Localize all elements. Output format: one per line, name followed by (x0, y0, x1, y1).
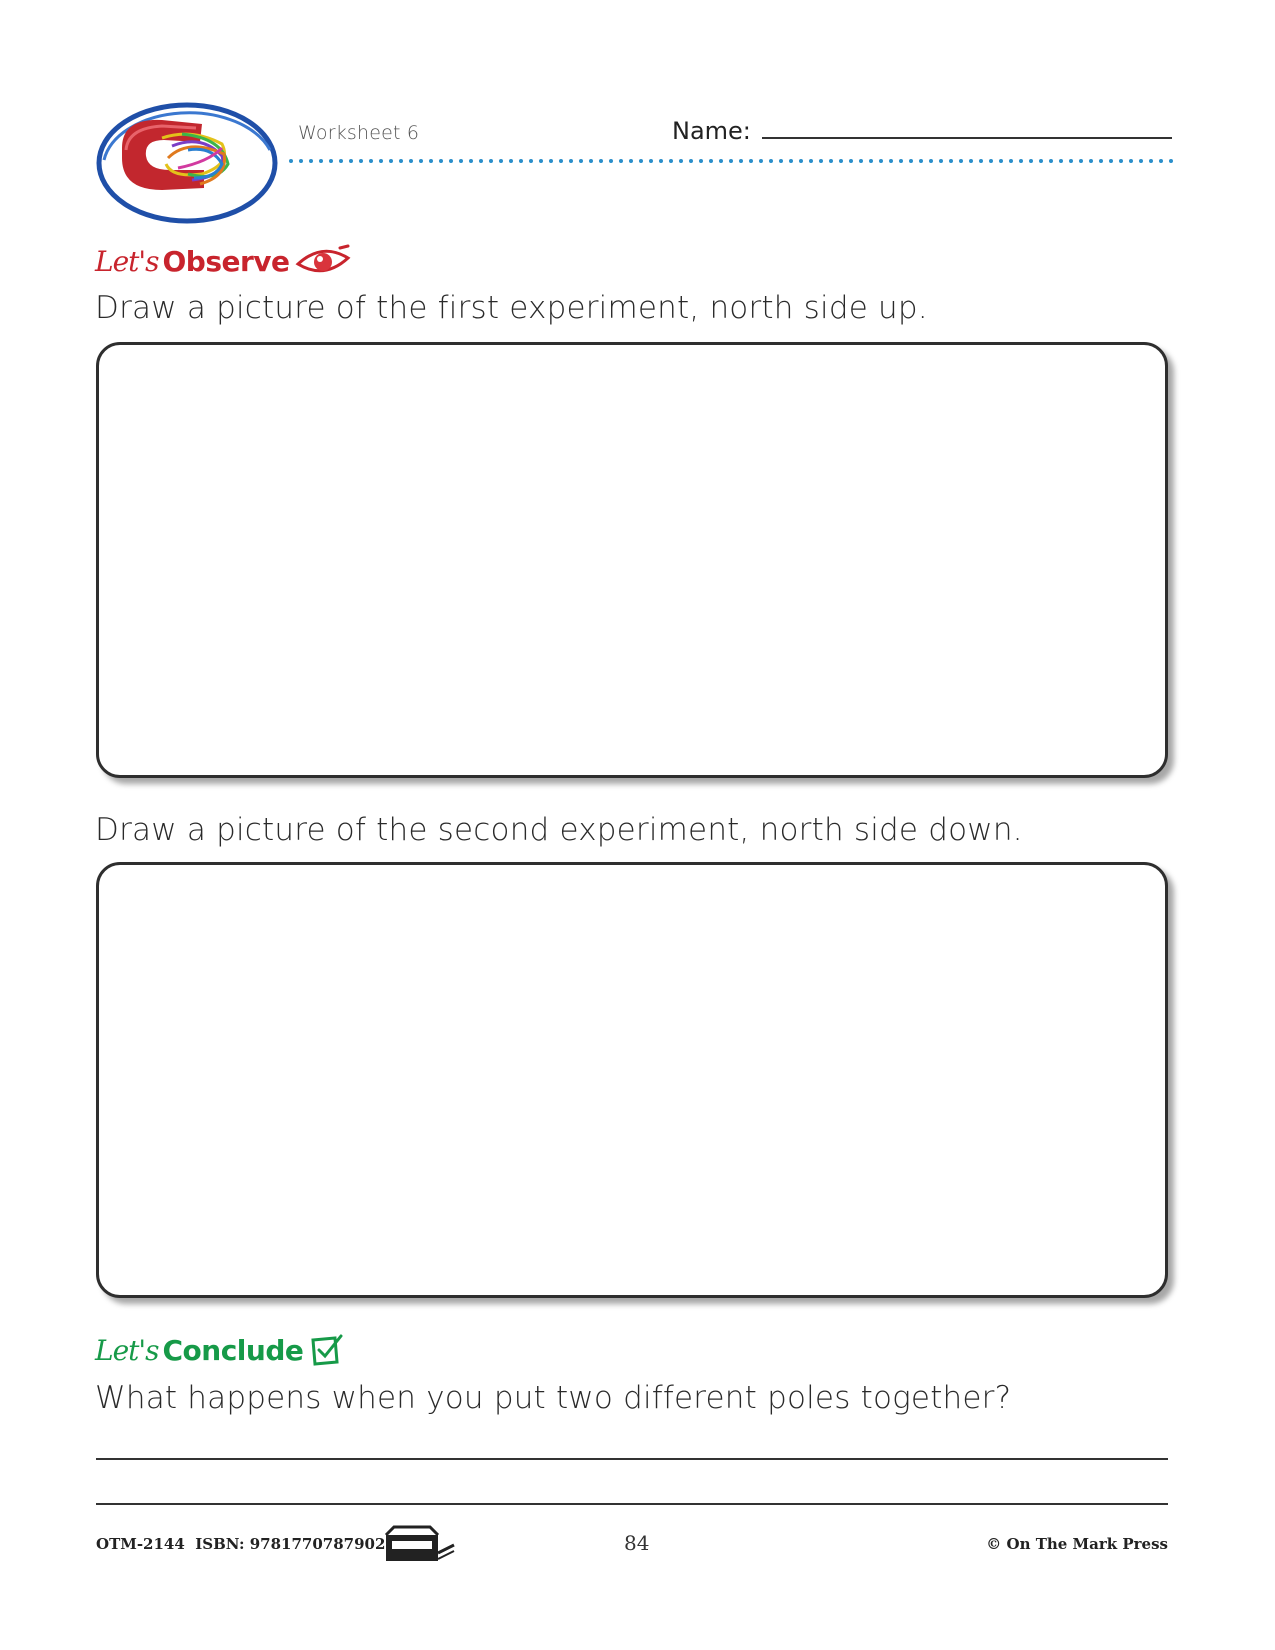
eye-icon (294, 244, 352, 278)
conclude-question: What happens when you put two different poles together? (95, 1380, 1012, 1416)
name-input-line[interactable] (762, 137, 1172, 139)
page-number: 84 (624, 1531, 650, 1555)
conclude-title: Conclude (162, 1333, 304, 1367)
answer-line[interactable] (96, 1503, 1168, 1505)
observe-title: Observe (162, 244, 290, 278)
prompt-second-experiment: Draw a picture of the second experiment, north side down. (95, 812, 1023, 848)
observe-lets-text: Let's (95, 244, 159, 278)
photocopier-icon (384, 1525, 456, 1563)
prompt-first-experiment: Draw a picture of the first experiment, north side up. (95, 290, 928, 326)
conclude-lets-text: Let's (95, 1333, 159, 1367)
magnet-logo-image (92, 98, 282, 228)
footer-isbn: OTM-2144 ISBN: 9781770787902 (96, 1535, 386, 1553)
worksheet-label: Worksheet 6 (298, 122, 420, 144)
conclude-heading (95, 1332, 343, 1368)
footer-copyright: © On The Mark Press (986, 1535, 1168, 1553)
name-label: Name: (672, 117, 751, 145)
drawing-box-second-experiment[interactable] (96, 862, 1168, 1298)
observe-heading (95, 244, 352, 278)
checkbox-icon (307, 1332, 343, 1368)
dotted-divider (288, 158, 1174, 164)
answer-line[interactable] (96, 1458, 1168, 1460)
drawing-box-first-experiment[interactable] (96, 342, 1168, 778)
